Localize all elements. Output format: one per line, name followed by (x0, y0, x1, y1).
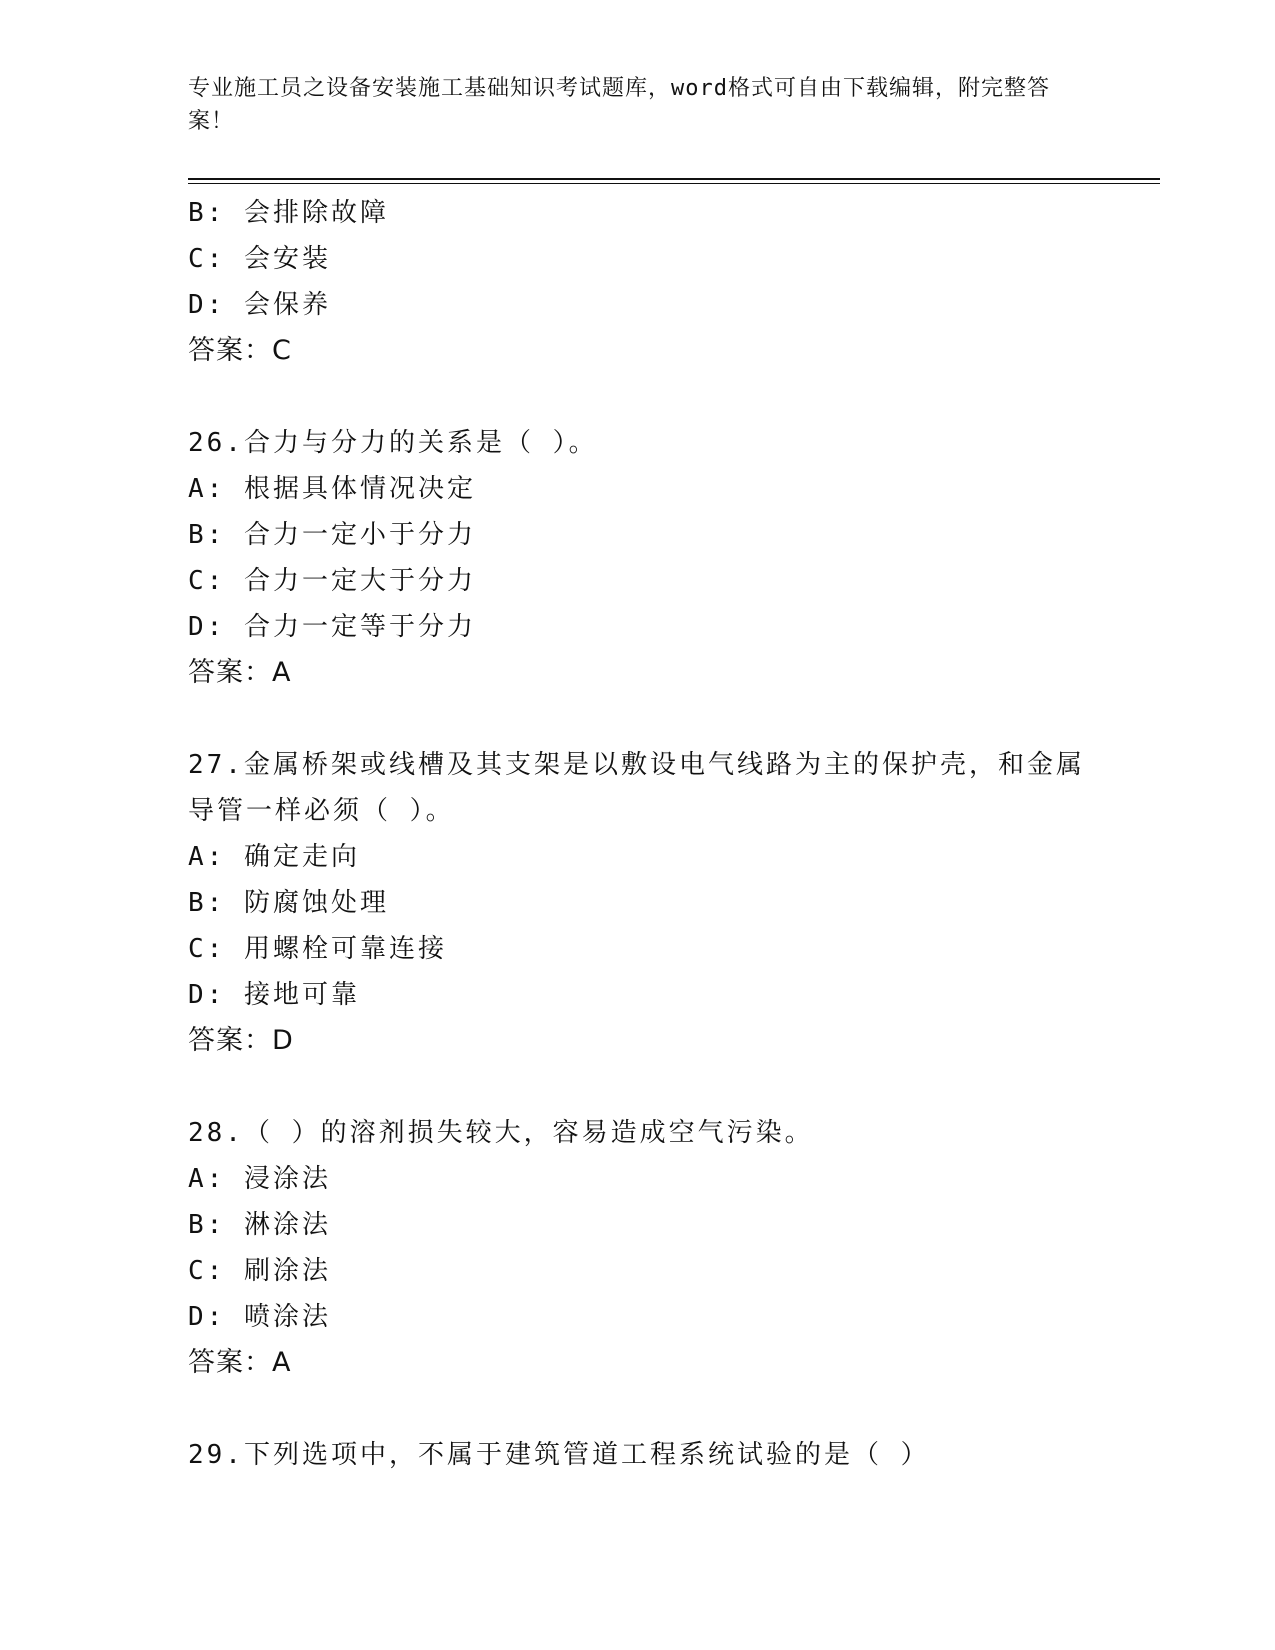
option-b: B: 合力一定小于分力 (188, 520, 476, 550)
option-b: B: 防腐蚀处理 (188, 888, 389, 918)
question-stem-line-2: 导管一样必须（ ）。 (188, 796, 455, 826)
option-d: D: 合力一定等于分力 (188, 612, 476, 642)
header-divider (188, 178, 1160, 180)
question-29 (188, 1432, 1088, 1478)
question-stem-line-1: 27.金属桥架或线槽及其支架是以敷设电气线路为主的保护壳，和金属 (188, 750, 1085, 780)
option-d: D: 会保养 (188, 290, 331, 320)
document-header (188, 72, 1088, 138)
option-c: C: 会安装 (188, 244, 331, 274)
answer-label: 答案：D (188, 1025, 294, 1056)
header-divider-thin (188, 183, 1160, 184)
question-28 (188, 1110, 1088, 1386)
option-d: D: 喷涂法 (188, 1302, 331, 1332)
answer-label: 答案：A (188, 657, 292, 688)
option-c: C: 刷涂法 (188, 1256, 331, 1286)
option-c: C: 用螺栓可靠连接 (188, 934, 447, 964)
option-a: A: 浸涂法 (188, 1164, 331, 1194)
option-a: A: 确定走向 (188, 842, 360, 872)
question-stem: 29.下列选项中，不属于建筑管道工程系统试验的是（ ） (188, 1440, 930, 1470)
option-a: A: 根据具体情况决定 (188, 474, 476, 504)
question-list (188, 190, 1088, 1478)
header-title: 专业施工员之设备安装施工基础知识考试题库，word格式可自由下载编辑，附完整答案！ (188, 76, 1050, 134)
answer-label: 答案：A (188, 1347, 292, 1378)
option-c: C: 合力一定大于分力 (188, 566, 476, 596)
answer-label: 答案：C (188, 335, 292, 366)
question-26 (188, 420, 1088, 696)
option-b: B: 淋涂法 (188, 1210, 331, 1240)
option-d: D: 接地可靠 (188, 980, 360, 1010)
question-27 (188, 742, 1088, 1064)
option-b: B: 会排除故障 (188, 198, 389, 228)
question-stem: 26.合力与分力的关系是（ ）。 (188, 428, 598, 458)
question-25-continued (188, 190, 1088, 374)
question-stem: 28.（ ）的溶剂损失较大，容易造成空气污染。 (188, 1118, 814, 1148)
